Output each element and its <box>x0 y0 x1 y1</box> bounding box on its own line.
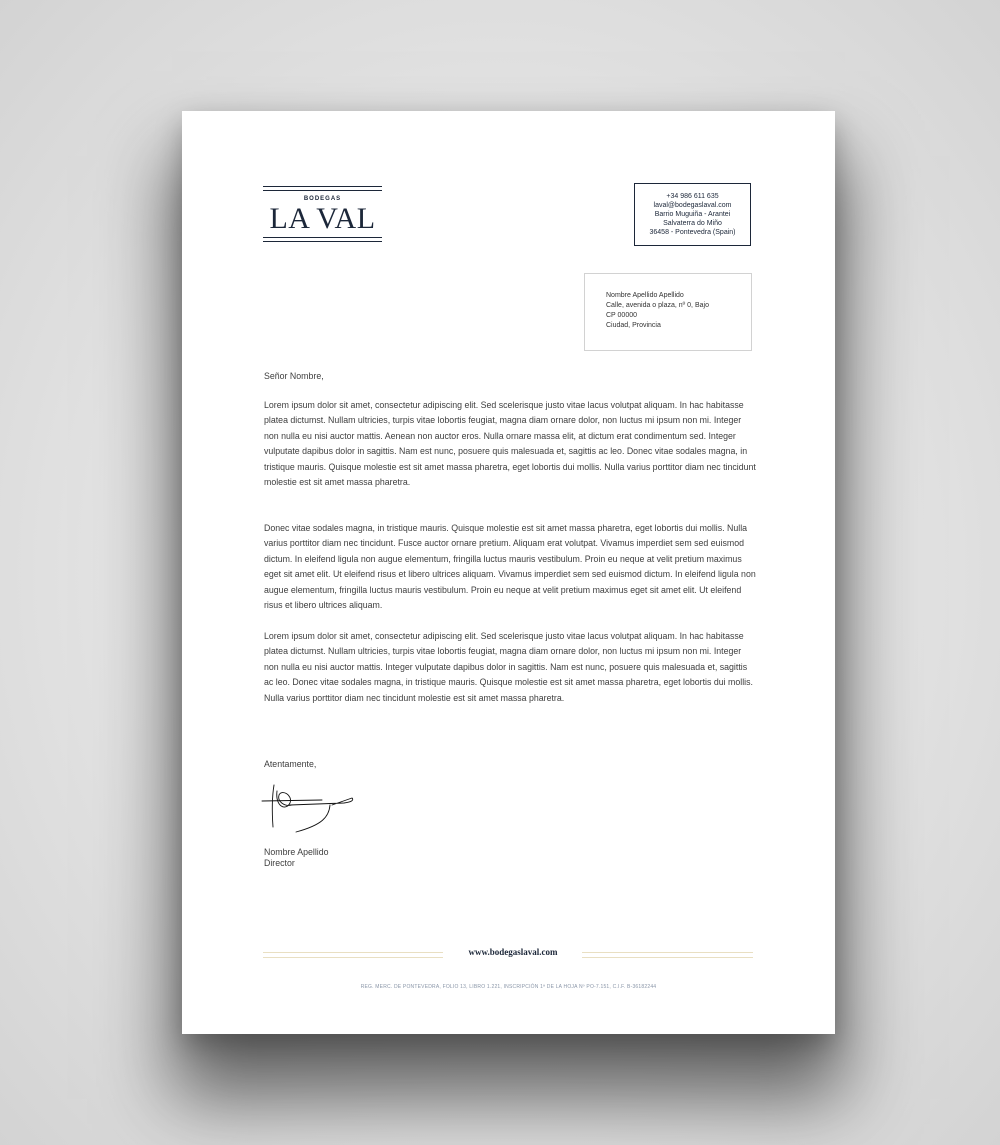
sender-email: laval@bodegaslaval.com <box>653 202 732 209</box>
sender-street: Barrio Muguiña - Arantei <box>654 211 731 218</box>
sender-phone: +34 986 611 635 <box>666 193 719 200</box>
logo-rule-top-2 <box>263 190 382 191</box>
signer-name: Nombre Apellido <box>264 847 329 857</box>
recipient-name: Nombre Apellido Apellido <box>606 292 684 299</box>
logo-main-text: LA VAL <box>269 202 376 235</box>
company-logo <box>263 186 383 246</box>
signer-block <box>264 847 329 869</box>
footer-rule-right <box>582 952 753 958</box>
logo-rule-bottom-2 <box>263 241 382 242</box>
recipient-city: Ciudad, Provincia <box>606 322 661 329</box>
letterhead-page <box>182 111 835 1034</box>
letter-paragraph-2: Donec vitae sodales magna, in tristique mauris. Quisque molestie est sit amet massa pharetra, eget lobortis dui mollis. Nulla varius porttitor diam nec tincidunt. Fusce auctor ornare pretium. Aliquam erat volutpat. Vivamus imperdiet sem sed euismod dictum. In eleifend ligula non augue elementum, fringilla luctus mauris vestibulum. Proin eu neque at velit pretium maximus eget sit amet elit. Ut eleifend risus et libero ultrices aliquam. Vivamus imperdiet sem sed euismod dictum. In eleifend ligula non augue elementum, fringilla luctus mauris vestibulum. Proin eu neque at velit pretium maximus eget sit amet elit. Ut eleifend risus et libero ultrices aliquam. <box>264 523 756 611</box>
letter-paragraph-1: Lorem ipsum dolor sit amet, consectetur adipiscing elit. Sed scelerisque justo vitae lacus volutpat aliquam. In hac habitasse platea dictumst. Nullam ultricies, turpis vitae lobortis feugiat, magna diam ornare dolor, non luctus mi ipsum non mi. Integer non nulla eu nisi auctor mattis. Aenean non auctor eros. Nulla ornare massa elit, at dictum erat condimentum sed. Integer vulputate dapibus dolor in sagittis. Nam est nunc, posuere quis malesuada et, sagittis ac leo. Donec vitae sodales magna, in tristique mauris. Quisque molestie est sit amet massa pharetra, eget lobortis dui mollis. Nulla varius porttitor diam nec tincidunt molestie est sit amet massa pharetra. <box>264 400 756 488</box>
footer-registry-text: REG. MERC. DE PONTEVEDRA, FOLIO 13, LIBRO 1.221, INSCRIPCIÓN 1ª DE LA HOJA Nº PO-7.151, C.I.F. B-36182244 <box>360 984 657 990</box>
logo-rule-top-1 <box>263 186 382 187</box>
letter-paragraph-3: Lorem ipsum dolor sit amet, consectetur adipiscing elit. Sed scelerisque justo vitae lacus volutpat aliquam. In hac habitasse platea dictumst. Nullam ultricies, turpis vitae lobortis feugiat, magna diam ornare dolor, non luctus mi ipsum non mi. Integer non nulla eu nisi auctor mattis. Integer vulputate dapibus dolor in sagittis. Nam est nunc, posuere quis malesuada et, sagittis ac leo. Donec vitae sodales magna, in tristique mauris. Quisque molestie est sit amet massa pharetra, eget lobortis dui mollis. Nulla varius porttitor diam nec tincidunt molestie est sit amet massa pharetra. <box>264 631 753 703</box>
footer-rule-left <box>263 952 443 958</box>
sender-town: Salvaterra do Miño <box>663 220 722 227</box>
recipient-address-box <box>584 273 752 351</box>
logo-small-text: BODEGAS <box>303 196 342 202</box>
handwritten-signature <box>260 783 362 835</box>
letter-closing: Atentamente, <box>264 759 317 769</box>
recipient-postcode: CP 00000 <box>606 312 638 319</box>
signer-title: Director <box>264 858 295 868</box>
sender-contact-box <box>634 183 751 246</box>
footer-website: www.bodegaslaval.com <box>468 947 558 957</box>
letter-greeting: Señor Nombre, <box>264 371 324 381</box>
recipient-street: Calle, avenida o plaza, nº 0, Bajo <box>606 302 709 309</box>
sender-postal-city: 36458 - Pontevedra (Spain) <box>649 229 736 236</box>
logo-rule-bottom-1 <box>263 237 382 238</box>
